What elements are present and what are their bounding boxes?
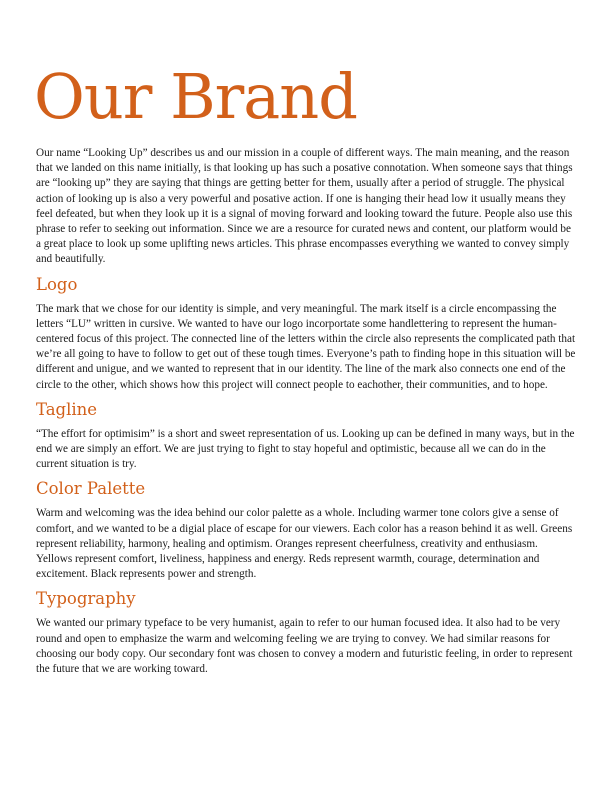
section-body-tagline: “The effort for optimisim” is a short and sweet representation of us. Looking up can be defined in many ways, but in the end we are simply an effort. We are just trying to fight to stay hopeful and optimistic, because all we can do in the current situation is try. <box>36 427 575 471</box>
document-page <box>36 62 576 683</box>
section-heading-tagline: Tagline <box>36 399 98 419</box>
section-body-color-palette: Warm and welcoming was the idea behind our color palette as a whole. Including warmer tone colors give a sense of comfort, and we wanted to be a digial place of escape for our viewers. Each color has a reason behind it as well. Greens represent reliability, harmony, healing and optimism. Oranges represent cheerfulness, creativity and enthusiasm. Yellows represent comfort, liveliness, happiness and energy. Reds represent warmth, courage, determination and excitement. Black represents power and strength. <box>36 507 573 581</box>
section-color-palette <box>36 478 576 582</box>
intro-paragraph: Our name “Looking Up” describes us and our mission in a couple of different ways. The main meaning, and the reason that we landed on this name initially, is that looking up has such a posative connotation. When someone says that things are “looking up” they are saying that things are getting better for them, usually after a period of struggle. The physical action of looking up is also a very powerful and posative action. If one is hanging their head low it usually means they feel defeated, but when they look up it is a signal of moving forward and looking toward the future. People also use this phrase to refer to seeking out information. Since we are a resource for curated news and content, our platform would be a great place to look up some uplifting news articles. This phrase encompasses everything we wanted to convey simply and beautifully. <box>36 147 573 266</box>
section-body-typography: We wanted our primary typeface to be very humanist, again to refer to our human focused idea. It also had to be very round and open to emphasize the warm and welcoming feeling we are trying to convey. We had similar reasons for choosing our body copy. Our secondary font was chosen to convey a modern and futuristic feeling, in order to represent the future that we are working toward. <box>36 617 573 676</box>
section-heading-color-palette: Color Palette <box>36 479 146 499</box>
section-logo <box>36 274 576 393</box>
section-heading-typography: Typography <box>36 589 136 609</box>
section-body-logo: The mark that we chose for our identity is simple, and very meaningful. The mark itself is a circle encompassing the letters “LU” written in cursive. We wanted to have our logo incorportate some handlettering to represent the human-centered focus of this project. The connected line of the letters within the circle also represents the complicated path that we’re all going to have to follow to get out of these tough times. Everyone’s path to finding hope in this situation will be different and unigue, and we wanted to represent that in our identity. The line of the mark also connects one end of the circle to the other, which shows how this project will connect people to eachother, their communities, and to hope. <box>36 302 576 391</box>
section-tagline <box>36 399 576 473</box>
section-heading-logo: Logo <box>36 274 78 294</box>
page-title: Our Brand <box>34 60 357 133</box>
section-typography <box>36 588 576 677</box>
